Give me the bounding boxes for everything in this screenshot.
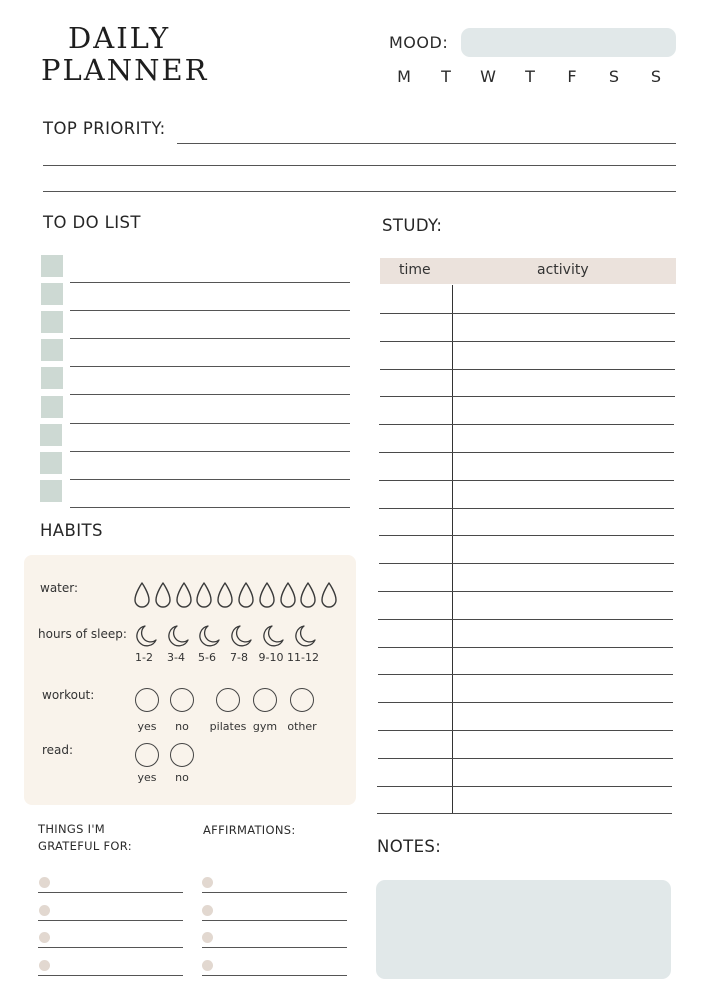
study-table-row[interactable] [378, 702, 673, 703]
read-option-yes-radio[interactable] [135, 743, 159, 767]
sleep-option-label: 7-8 [230, 651, 248, 664]
water-drop-icon[interactable] [279, 581, 297, 609]
study-table-row[interactable] [378, 647, 673, 648]
water-drop-icon[interactable] [237, 581, 255, 609]
workout-option-other-radio[interactable] [290, 688, 314, 712]
todo-checkbox[interactable] [41, 311, 63, 333]
study-table-row[interactable] [380, 369, 675, 370]
sleep-label: hours of sleep: [38, 627, 127, 641]
bullet-line[interactable] [38, 947, 183, 948]
study-heading: STUDY: [382, 216, 443, 235]
todo-heading: TO DO LIST [43, 213, 141, 232]
moon-icon[interactable] [197, 624, 221, 648]
sleep-option-label: 1-2 [135, 651, 153, 664]
todo-checkbox[interactable] [41, 255, 63, 277]
weekday-selector [395, 67, 665, 86]
read-label: read: [42, 743, 74, 757]
title-daily: DAILY [68, 21, 171, 55]
study-table-row[interactable] [380, 396, 675, 397]
todo-line[interactable] [70, 507, 350, 508]
study-table-row[interactable] [379, 480, 674, 481]
study-table-header [380, 258, 676, 284]
bullet-dot-icon [202, 960, 213, 971]
moon-icon[interactable] [261, 624, 285, 648]
top-priority-label: TOP PRIORITY: [43, 119, 166, 138]
bullet-dot-icon [39, 960, 50, 971]
water-drop-icon[interactable] [195, 581, 213, 609]
study-table-row[interactable] [377, 786, 672, 787]
study-column-activity: activity [537, 262, 589, 278]
grateful-heading [38, 821, 132, 855]
study-column-time: time [399, 262, 431, 278]
sleep-option-label: 9-10 [258, 651, 284, 664]
study-table-row[interactable] [378, 619, 673, 620]
water-drop-icon[interactable] [299, 581, 317, 609]
bullet-dot-icon [202, 932, 213, 943]
read-option-label: yes [137, 771, 157, 784]
bullet-dot-icon [202, 877, 213, 888]
bullet-line[interactable] [202, 947, 347, 948]
bullet-line[interactable] [202, 892, 347, 893]
todo-line[interactable] [70, 366, 350, 367]
habits-heading: HABITS [40, 521, 103, 540]
affirmations-heading: AFFIRMATIONS: [203, 823, 296, 837]
title-planner: PLANNER [41, 53, 209, 87]
grateful-heading-line1: THINGS I'M [38, 822, 106, 836]
day-friday[interactable]: F [567, 67, 577, 86]
study-table-row[interactable] [378, 591, 673, 592]
workout-option-label: yes [137, 720, 157, 733]
bullet-line[interactable] [38, 975, 183, 976]
bullet-line[interactable] [38, 892, 183, 893]
water-drop-icon[interactable] [258, 581, 276, 609]
workout-option-yes-radio[interactable] [135, 688, 159, 712]
water-drop-icon[interactable] [320, 581, 338, 609]
bullet-dot-icon [39, 932, 50, 943]
day-wednesday[interactable]: W [480, 67, 496, 86]
todo-line[interactable] [70, 423, 350, 424]
todo-line[interactable] [70, 394, 350, 395]
day-monday[interactable]: M [397, 67, 411, 86]
top-priority-line-2[interactable] [43, 165, 676, 166]
todo-checkbox[interactable] [41, 339, 63, 361]
workout-option-label: no [175, 720, 189, 733]
bullet-line[interactable] [202, 920, 347, 921]
water-drop-icon[interactable] [154, 581, 172, 609]
day-sunday[interactable]: S [650, 67, 662, 86]
sleep-option-label: 11-12 [287, 651, 319, 664]
todo-checkbox[interactable] [40, 452, 62, 474]
water-drop-icon[interactable] [133, 581, 151, 609]
notes-heading: NOTES: [377, 837, 442, 856]
notes-field[interactable] [376, 880, 671, 979]
moon-icon[interactable] [229, 624, 253, 648]
workout-option-label: pilates [209, 720, 247, 733]
moon-icon[interactable] [134, 624, 158, 648]
study-table-row[interactable] [380, 313, 675, 314]
study-table-row[interactable] [378, 674, 673, 675]
read-option-label: no [175, 771, 189, 784]
workout-label: workout: [42, 688, 95, 702]
study-table-row[interactable] [380, 341, 675, 342]
workout-option-gym-radio[interactable] [253, 688, 277, 712]
todo-checkbox[interactable] [41, 396, 63, 418]
study-table-row[interactable] [378, 730, 673, 731]
study-table-row[interactable] [379, 452, 674, 453]
day-tuesday[interactable]: T [441, 67, 451, 86]
mood-field[interactable] [461, 28, 676, 57]
study-column-divider [452, 285, 453, 814]
workout-option-pilates-radio[interactable] [216, 688, 240, 712]
sleep-option-label: 5-6 [198, 651, 216, 664]
todo-line[interactable] [70, 310, 350, 311]
study-table-row[interactable] [378, 758, 673, 759]
grateful-heading-line2: GRATEFUL FOR: [38, 839, 132, 853]
todo-checkbox[interactable] [41, 367, 63, 389]
workout-option-label: other [287, 720, 317, 733]
study-table-row[interactable] [379, 563, 674, 564]
top-priority-line-3[interactable] [43, 191, 676, 192]
todo-checkbox[interactable] [40, 424, 62, 446]
moon-icon[interactable] [166, 624, 190, 648]
bullet-dot-icon [39, 905, 50, 916]
day-saturday[interactable]: S [608, 67, 620, 86]
moon-icon[interactable] [293, 624, 317, 648]
bullet-line[interactable] [202, 975, 347, 976]
bullet-dot-icon [39, 877, 50, 888]
study-table-row[interactable] [379, 508, 674, 509]
water-label: water: [40, 581, 79, 595]
sleep-option-label: 3-4 [167, 651, 185, 664]
todo-line[interactable] [70, 451, 350, 452]
study-table-row[interactable] [377, 813, 672, 814]
todo-checkbox[interactable] [40, 480, 62, 502]
day-thursday[interactable]: T [525, 67, 535, 86]
top-priority-line-1[interactable] [177, 143, 676, 144]
water-drop-icon[interactable] [216, 581, 234, 609]
water-drop-icon[interactable] [175, 581, 193, 609]
mood-label: MOOD: [389, 33, 449, 52]
todo-checkbox[interactable] [41, 283, 63, 305]
todo-line[interactable] [70, 338, 350, 339]
study-table-row[interactable] [379, 424, 674, 425]
bullet-line[interactable] [38, 920, 183, 921]
workout-option-label: gym [252, 720, 278, 733]
todo-line[interactable] [70, 282, 350, 283]
bullet-dot-icon [202, 905, 213, 916]
todo-line[interactable] [70, 479, 350, 480]
read-option-no-radio[interactable] [170, 743, 194, 767]
study-table-row[interactable] [379, 535, 674, 536]
workout-option-no-radio[interactable] [170, 688, 194, 712]
